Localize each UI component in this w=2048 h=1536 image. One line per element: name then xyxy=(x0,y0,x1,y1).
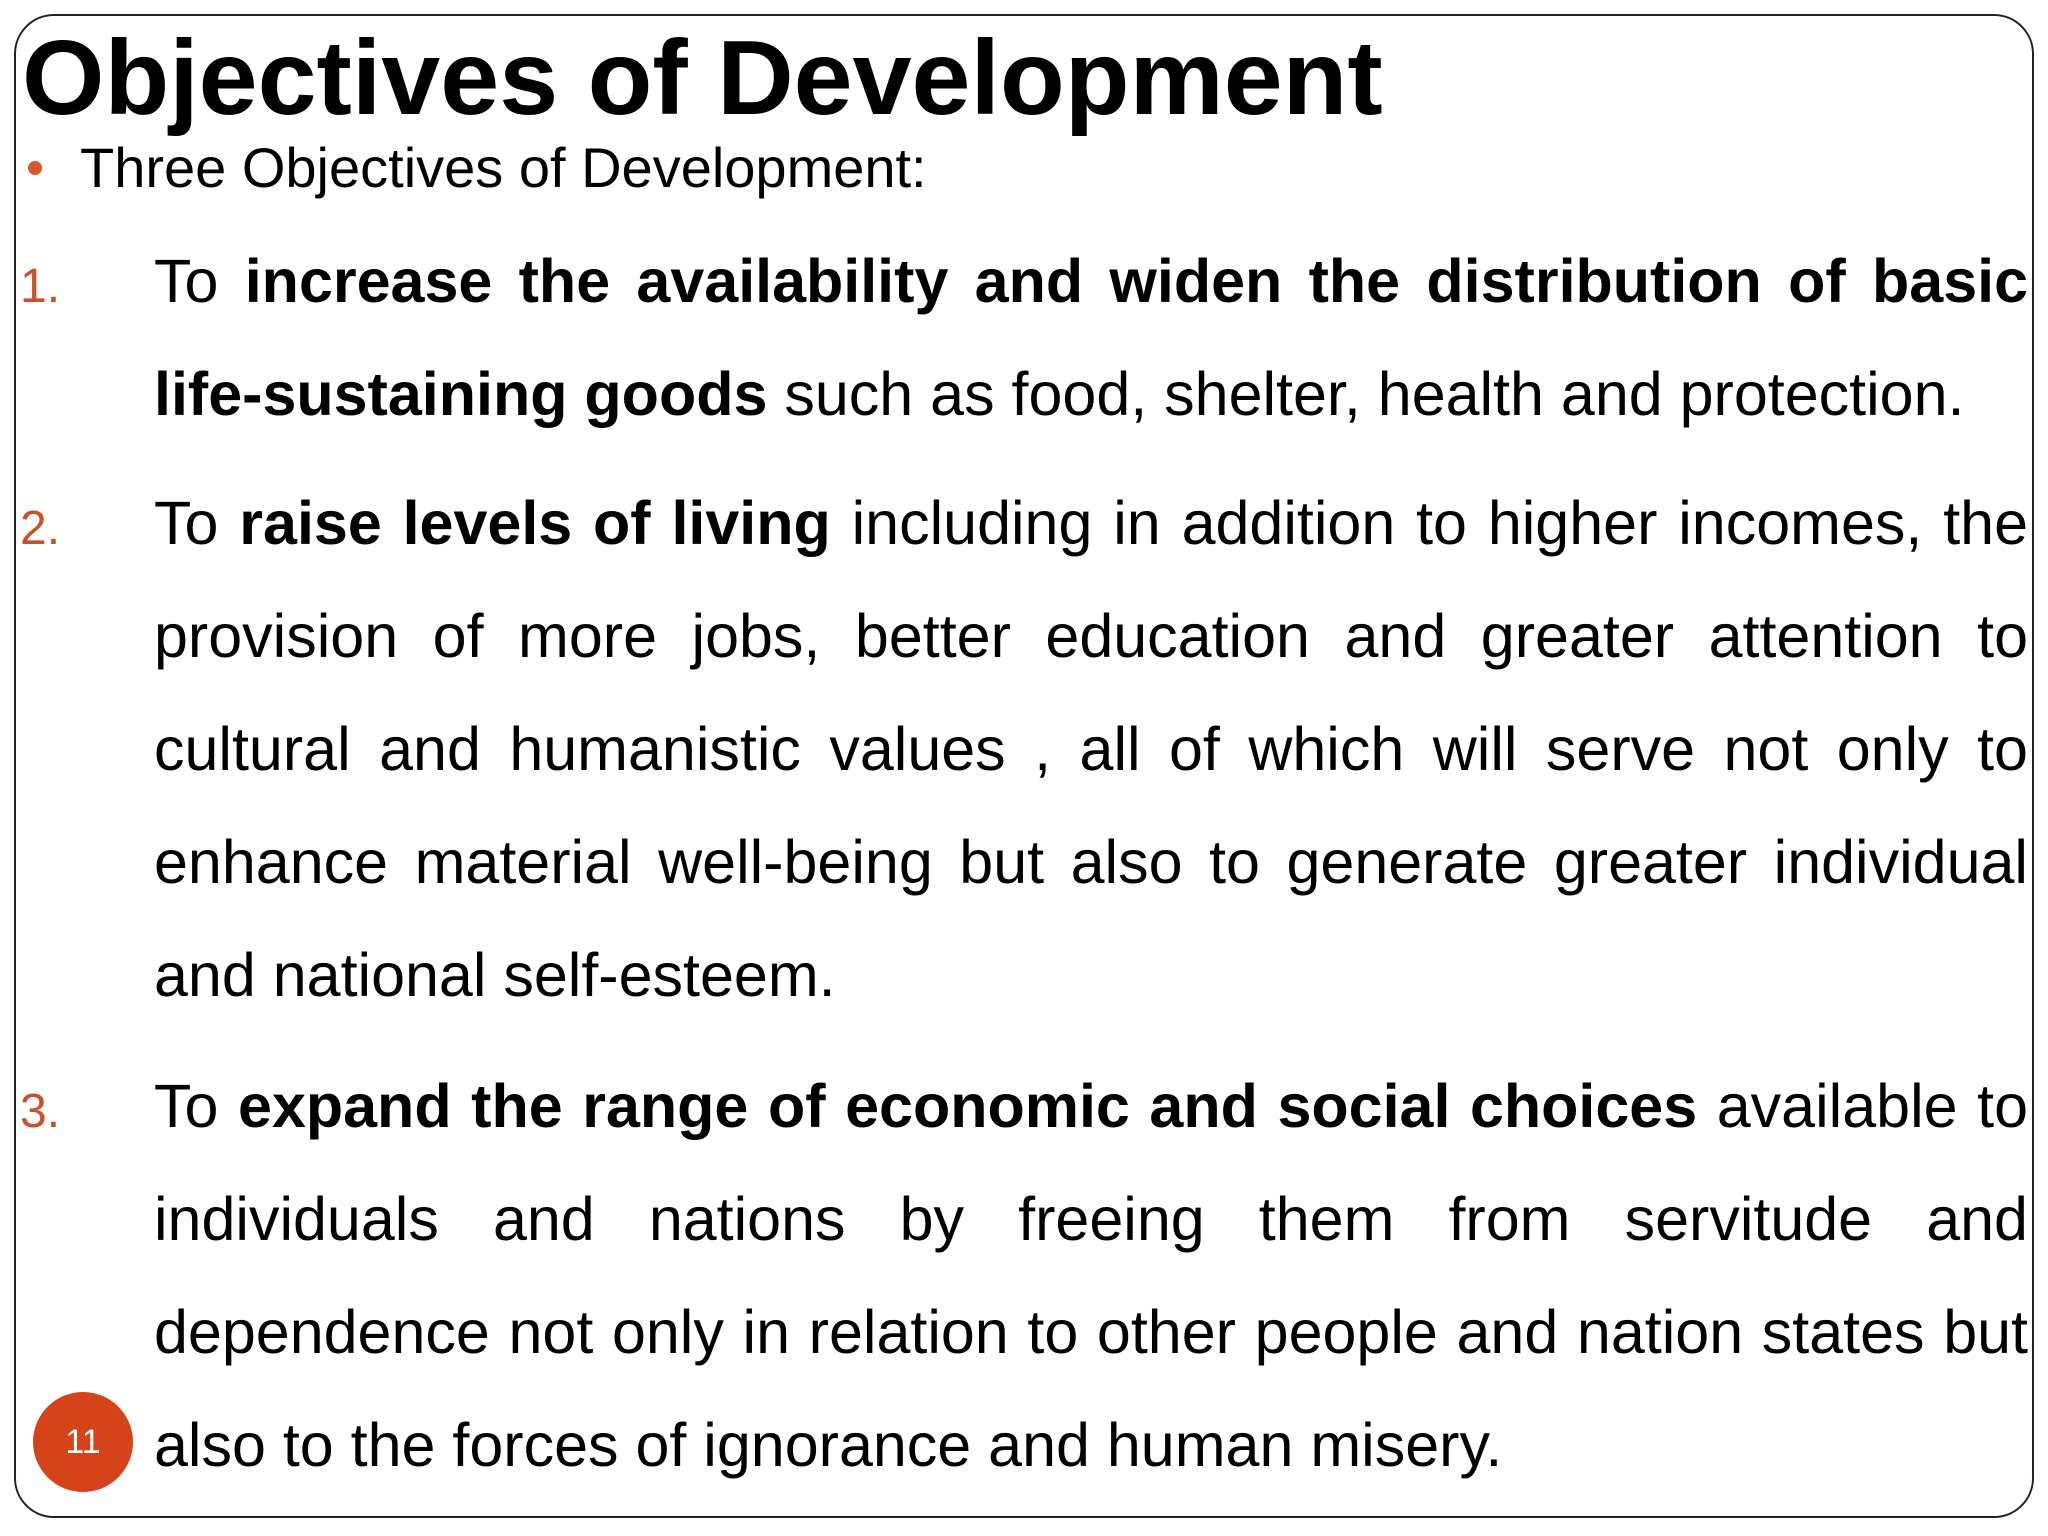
objective-bold-text: expand the range of economic and social choices xyxy=(238,1072,1698,1140)
objective-text xyxy=(154,225,2028,451)
objective-text xyxy=(154,467,2028,1032)
objective-bold-text: increase the availability and widen the distribution of basic life-sustaining goods xyxy=(154,247,2028,428)
bullet-dot-icon xyxy=(28,161,42,175)
objective-text xyxy=(154,1050,2028,1502)
objective-number: 3. xyxy=(20,1085,61,1138)
objective-bold-text: raise levels of living xyxy=(239,489,831,557)
objective-number: 1. xyxy=(20,260,61,313)
intro-text: Three Objectives of Development: xyxy=(80,136,927,199)
objective-rest-text: including in addition to higher incomes, the provision of more jobs, better education and greater attention to cultural and humanistic values , all of which will serve not only to enhance material well-being but also to generate greater individual and national self-esteem. xyxy=(154,489,2028,1009)
slide-title: Objectives of Development xyxy=(22,19,1383,137)
objective-number: 2. xyxy=(20,502,61,555)
objective-prefix: To xyxy=(154,489,240,557)
objective-prefix: To xyxy=(154,1072,239,1140)
intro-bullet xyxy=(22,134,927,202)
objective-rest-text: such as food, shelter, health and protection. xyxy=(767,360,1965,428)
objective-rest-text: available to individuals and nations by freeing them from servitude and dependence not only in relation to other people and nation states but also to the forces of ignorance and human misery. xyxy=(154,1072,2028,1479)
objective-prefix: To xyxy=(154,247,245,315)
page-number-badge: 11 xyxy=(33,1392,133,1492)
